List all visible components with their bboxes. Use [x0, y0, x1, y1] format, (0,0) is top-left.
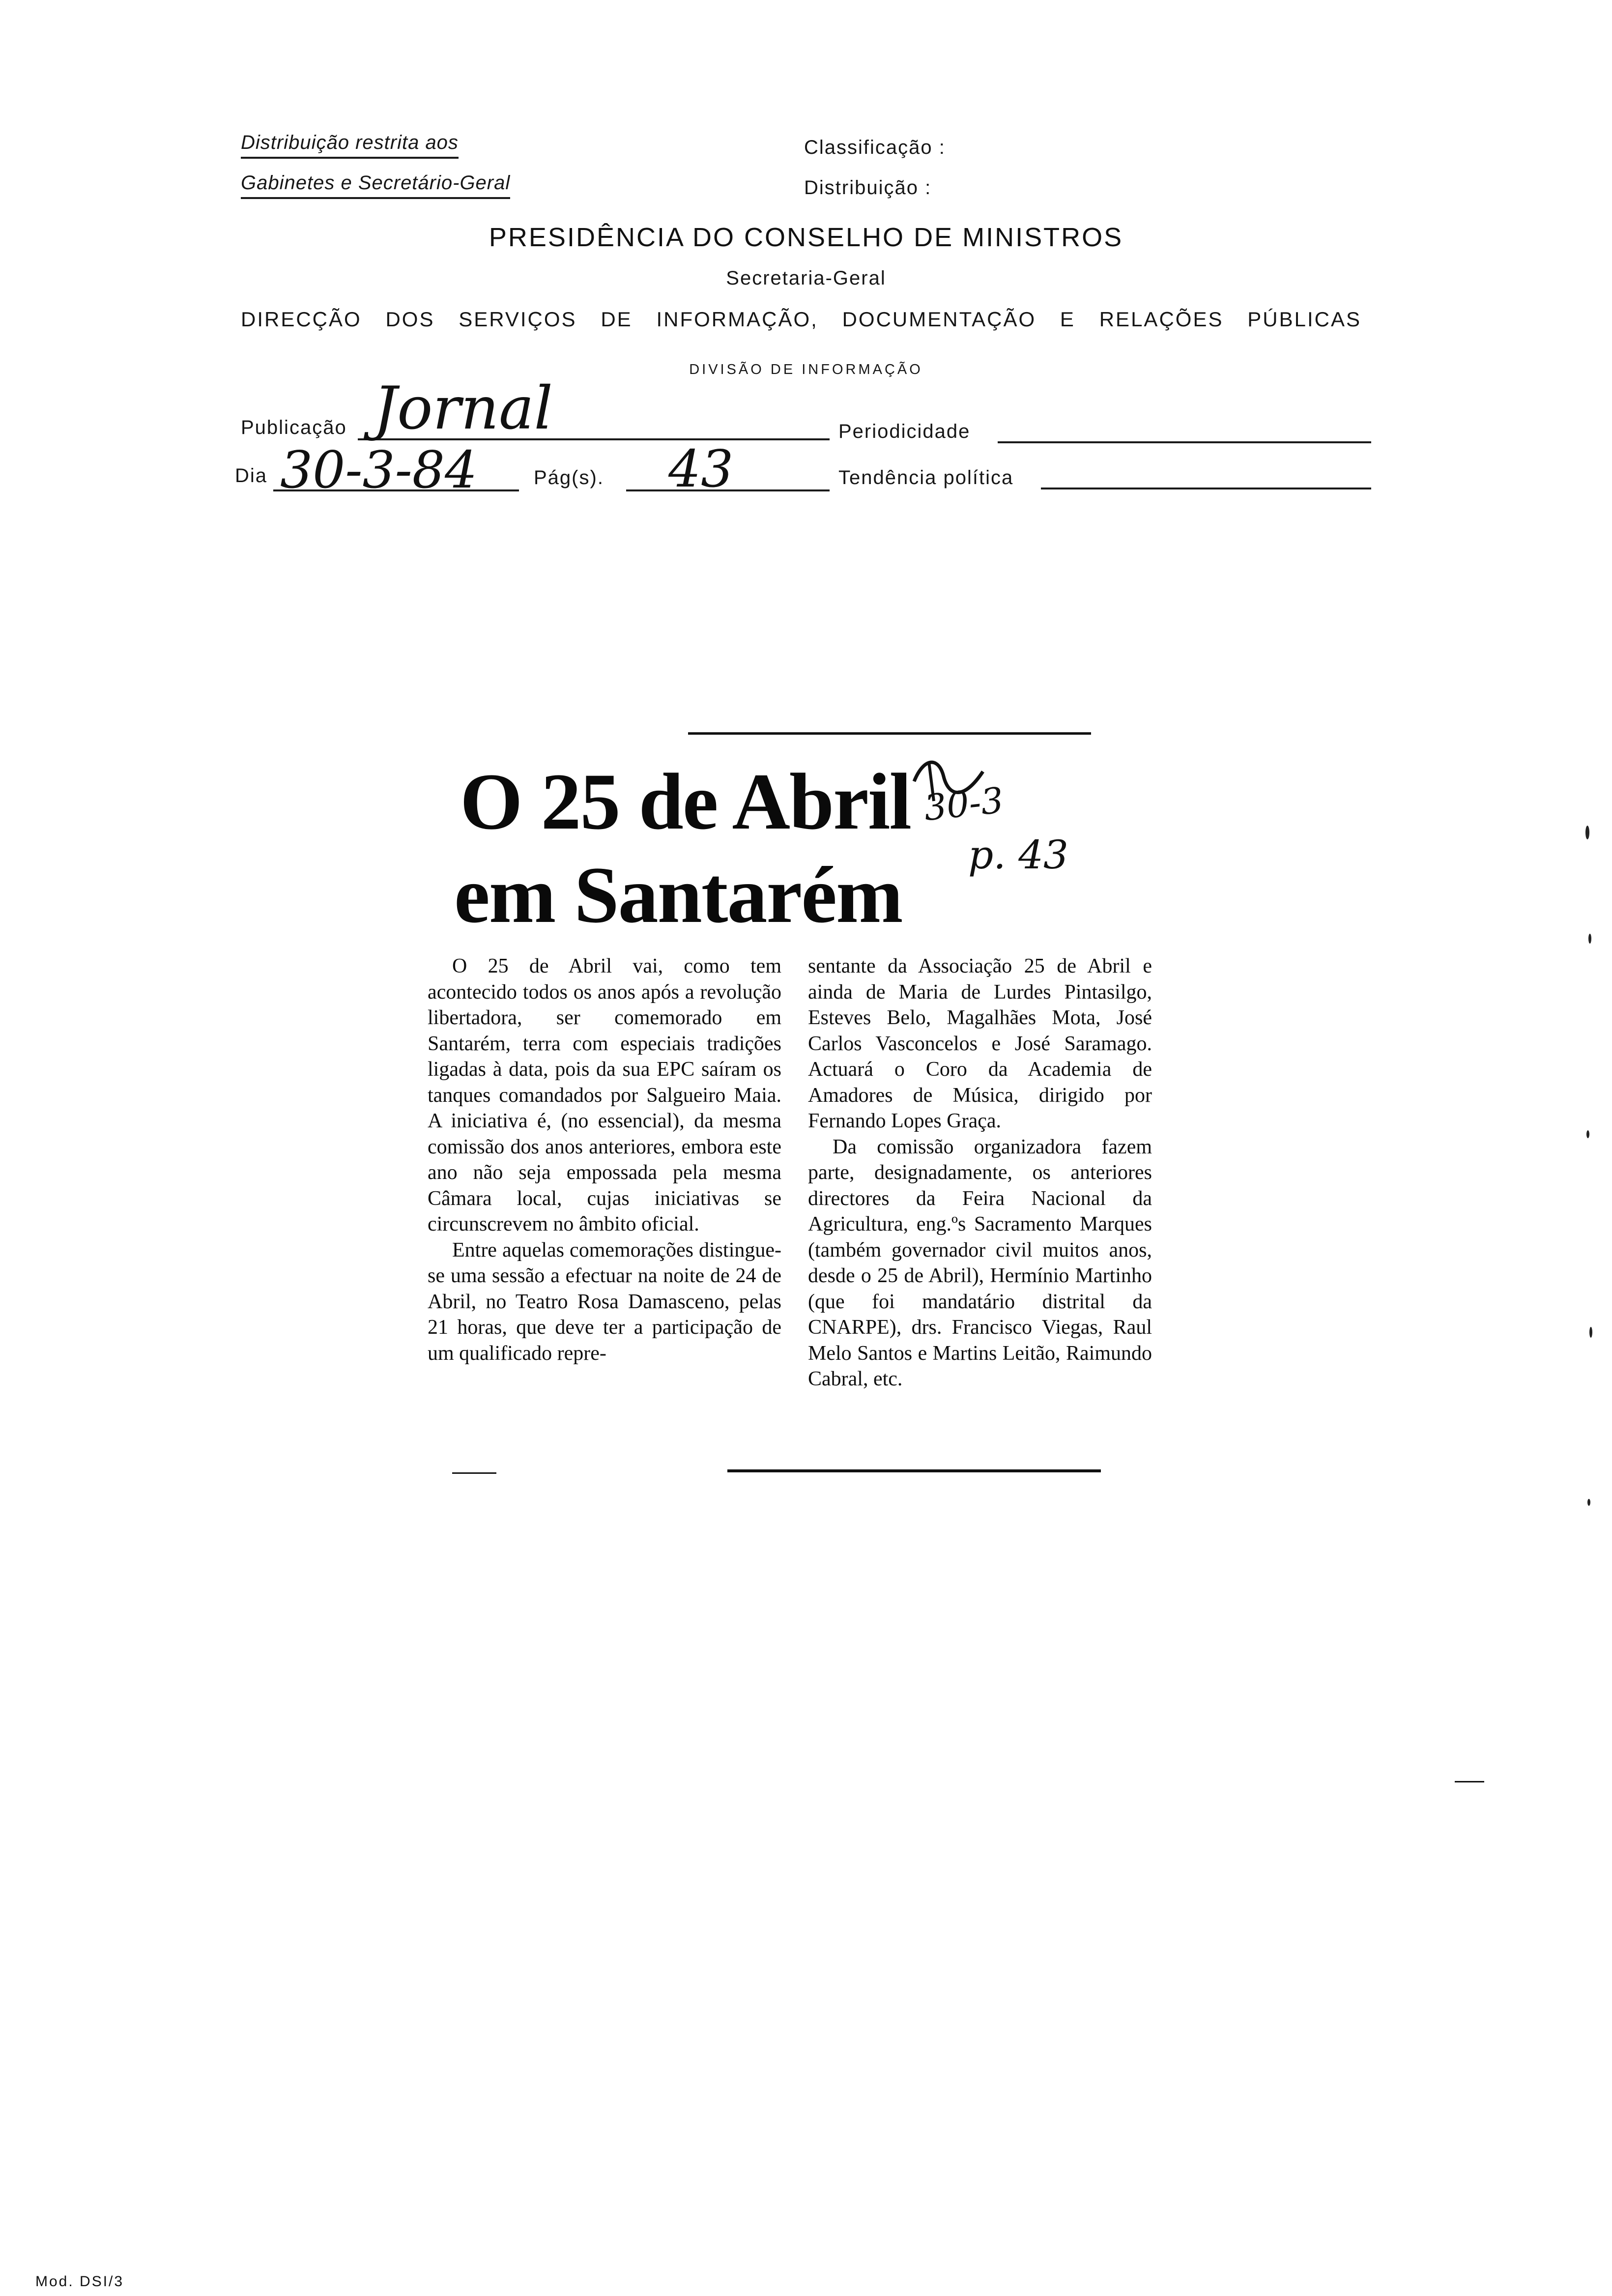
- scan-speck: [1589, 1327, 1592, 1338]
- clipping-bottom-rule: [727, 1469, 1101, 1472]
- left-paragraph-2: Entre aquelas comemorações distingue-se uma sessão a efectuar na noite de 24 de Abril, no Teatro Rosa Damasceno, pelas 21 horas, que deve ter a participação de um qualificado repre-: [428, 1238, 781, 1365]
- pags-label: Pág(s).: [534, 467, 604, 488]
- left-paragraph-1: O 25 de Abril vai, como tem acontecido todos os anos após a revolução libertadora, ser comemorado em Santarém, terra com especiais tradições ligadas à data, pois da sua EPC saíram os tanques comandados por Salgueiro Maia. A iniciativa é, (no essencial), da mesma comissão dos anos anteriores, embora este ano não seja empossada pela mesma Câmara local, cujas iniciativas se circunscrevem no âmbito oficial.: [428, 955, 781, 1235]
- article-column-right: [808, 953, 1152, 1392]
- margin-note-date: 30-3: [922, 779, 1006, 829]
- headline-line-1: O 25 de Abril: [460, 757, 911, 846]
- restriction-line-2: Gabinetes e Secretário-Geral: [241, 172, 510, 199]
- clipping-top-rule: [688, 732, 1091, 735]
- right-paragraph-2: Da comissão organizadora fazem parte, designadamente, os anteriores directores da Feira Nacional da Agricultura, eng.ºs Sacramento Marques (também governador civil muitos anos, desde o 25 de Abril), Hermínio Martinho (que foi mandatário distrital da CNARPE), drs. Francisco Viegas, Raul Melo Santos e Martins Leitão, Raimundo Cabral, etc.: [808, 1135, 1152, 1390]
- scan-speck: [1587, 1499, 1590, 1506]
- dia-handwritten: 30-3-84: [280, 440, 478, 500]
- division-line: DIVISÃO DE INFORMAÇÃO: [689, 362, 923, 377]
- publicacao-handwritten: Jornal: [374, 374, 553, 443]
- restriction-line-1: Distribuição restrita aos: [241, 132, 459, 159]
- page-title: PRESIDÊNCIA DO CONSELHO DE MINISTROS: [489, 223, 1123, 252]
- page-subtitle: Secretaria-Geral: [726, 267, 886, 289]
- periodicidade-label: Periodicidade: [838, 421, 971, 442]
- scan-mark: [1455, 1781, 1484, 1782]
- newspaper-clipping: [413, 713, 1165, 1489]
- article-column-left: [428, 953, 781, 1366]
- right-paragraph-1: sentante da Associação 25 de Abril e ainda de Maria de Lurdes Pintasilgo, Esteves Belo, Magalhães Mota, José Carlos Vasconcelos e José Saramago. Actuará o Coro da Academia de Amadores de Música, dirigido por Fernando Lopes Graça.: [808, 955, 1152, 1132]
- pags-handwritten: 43: [668, 439, 734, 499]
- clipping-bottom-rule-left: [452, 1472, 496, 1474]
- publicacao-label: Publicação: [241, 417, 347, 438]
- form-code: Mod. DSI/3: [35, 2273, 124, 2290]
- tendencia-blank: [1041, 488, 1371, 489]
- scan-speck: [1585, 826, 1589, 839]
- dia-label: Dia: [235, 465, 268, 487]
- handwritten-scribble-icon: [909, 752, 988, 811]
- scan-speck: [1588, 934, 1591, 944]
- headline-line-2: em Santarém: [454, 851, 902, 940]
- distribuicao-label: Distribuição :: [804, 177, 932, 199]
- tendencia-label: Tendência política: [838, 467, 1014, 488]
- scan-speck: [1586, 1130, 1589, 1138]
- classificacao-label: Classificação :: [804, 137, 946, 158]
- direction-line: DIRECÇÃO DOS SERVIÇOS DE INFORMAÇÃO, DOCUMENTAÇÃO E RELAÇÕES PÚBLICAS: [241, 308, 1361, 331]
- margin-note-page: p. 43: [968, 832, 1068, 878]
- periodicidade-blank: [998, 441, 1371, 443]
